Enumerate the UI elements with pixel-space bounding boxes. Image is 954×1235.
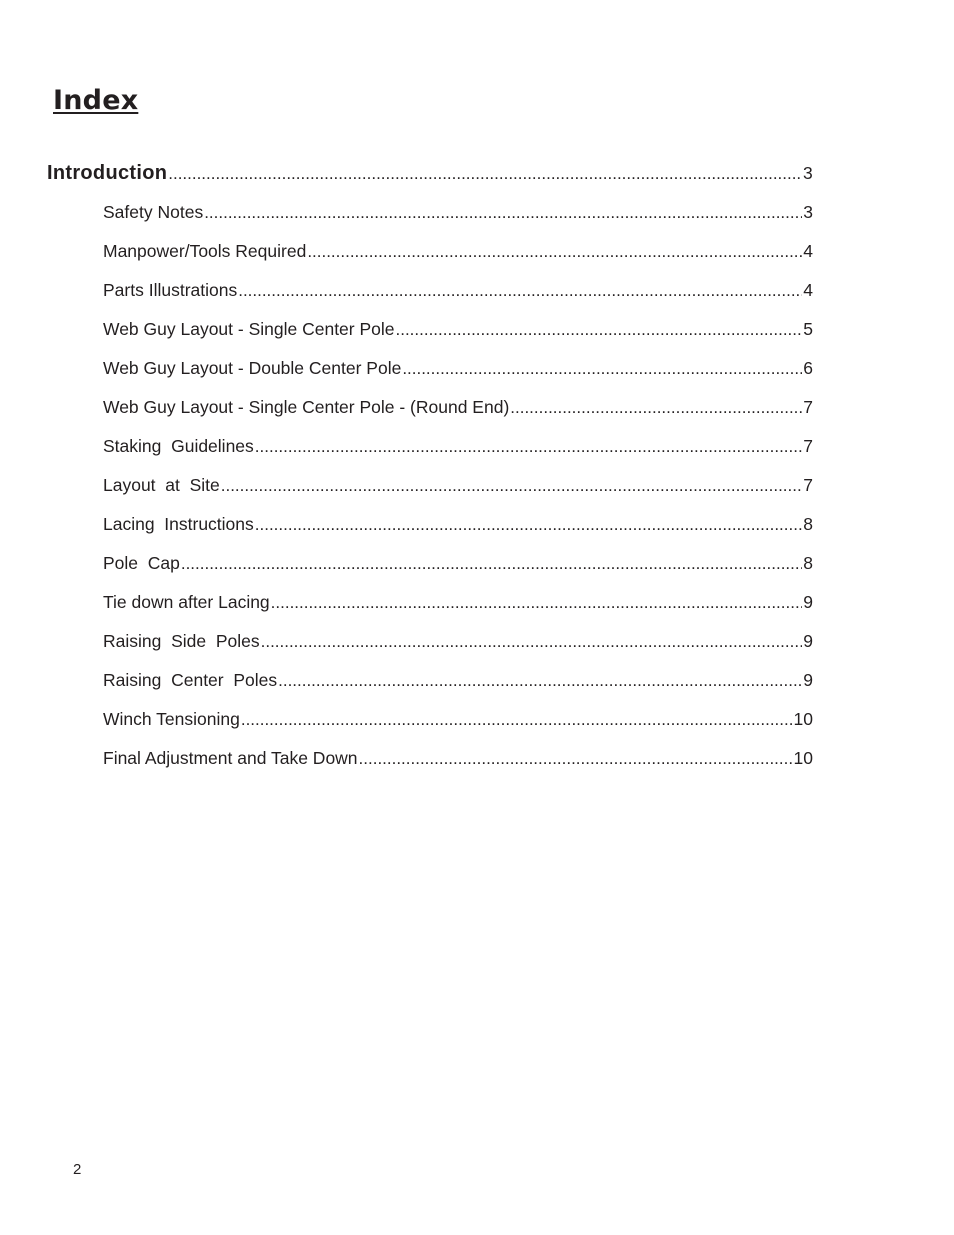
toc-entry-page: 7 [803,475,813,495]
toc-entry [103,397,813,419]
toc-dot-leader [396,320,803,340]
toc-entry-label: Layout at Site [103,475,220,495]
toc-entry-label: Raising Side Poles [103,631,260,651]
toc-entry [103,748,813,770]
toc-entry-label: Winch Tensioning [103,709,240,729]
toc-entry [103,631,813,653]
page-title: Index [53,85,139,116]
toc-entry [103,358,813,380]
toc-dot-leader [181,554,802,574]
toc-entry [103,553,813,575]
toc-entry [103,670,813,692]
toc-entry-label: Raising Center Poles [103,670,278,690]
toc-entry [103,202,813,224]
toc-dot-leader [255,437,802,457]
toc-entry-introduction [47,162,813,184]
toc-dot-leader [204,203,802,223]
toc-entry-page: 3 [802,163,813,183]
toc-entry-page: 3 [803,202,813,222]
toc-entry [103,319,813,341]
toc-dot-leader [510,398,802,418]
toc-entry-label: Manpower/Tools Required [103,241,307,261]
toc-entry-page: 6 [803,358,813,378]
toc-entry-page: 10 [793,748,813,768]
toc-entry-page: 4 [803,280,813,300]
toc-entry-page: 9 [803,631,813,651]
toc-dot-leader [221,476,803,496]
toc-entry-label: Parts Illustrations [103,280,238,300]
toc-entry-label: Introduction [47,162,168,184]
toc-entry-label: Staking Guidelines [103,436,254,456]
toc-entry-page: 8 [803,514,813,534]
toc-entry [103,241,813,263]
toc-dot-leader [238,281,802,301]
toc-entry-page: 7 [803,397,813,417]
toc-entry [103,280,813,302]
toc-entry [103,514,813,536]
toc-entry [103,475,813,497]
toc-dot-leader [278,671,802,691]
toc-entry [103,436,813,458]
toc-entry-label: Lacing Instructions [103,514,254,534]
toc-entry-page: 4 [803,241,813,261]
toc-entry-label: Final Adjustment and Take Down [103,748,358,768]
toc-entry-page: 5 [803,319,813,339]
toc-entry [103,709,813,731]
toc-entry-page: 9 [803,670,813,690]
toc-entry-page: 10 [793,709,813,729]
toc-dot-leader [261,632,803,652]
toc-entry-label: Safety Notes [103,202,204,222]
toc-entry [103,592,813,614]
toc-dot-leader [255,515,802,535]
toc-dot-leader [271,593,803,613]
toc-entry-page: 8 [803,553,813,573]
toc-entry-page: 7 [803,436,813,456]
toc-dot-leader [402,359,802,379]
toc-dot-leader [168,164,802,184]
toc-entry-label: Tie down after Lacing [103,592,270,612]
toc-dot-leader [307,242,802,262]
toc-entry-label: Web Guy Layout - Single Center Pole [103,319,395,339]
toc-entry-page: 9 [803,592,813,612]
toc-entry-label: Web Guy Layout - Single Center Pole - (Round End) [103,397,510,417]
toc-entry-label: Web Guy Layout - Double Center Pole [103,358,402,378]
toc-dot-leader [241,710,793,730]
toc-dot-leader [359,749,793,769]
toc-entry-label: Pole Cap [103,553,180,573]
page-number: 2 [73,1161,82,1178]
